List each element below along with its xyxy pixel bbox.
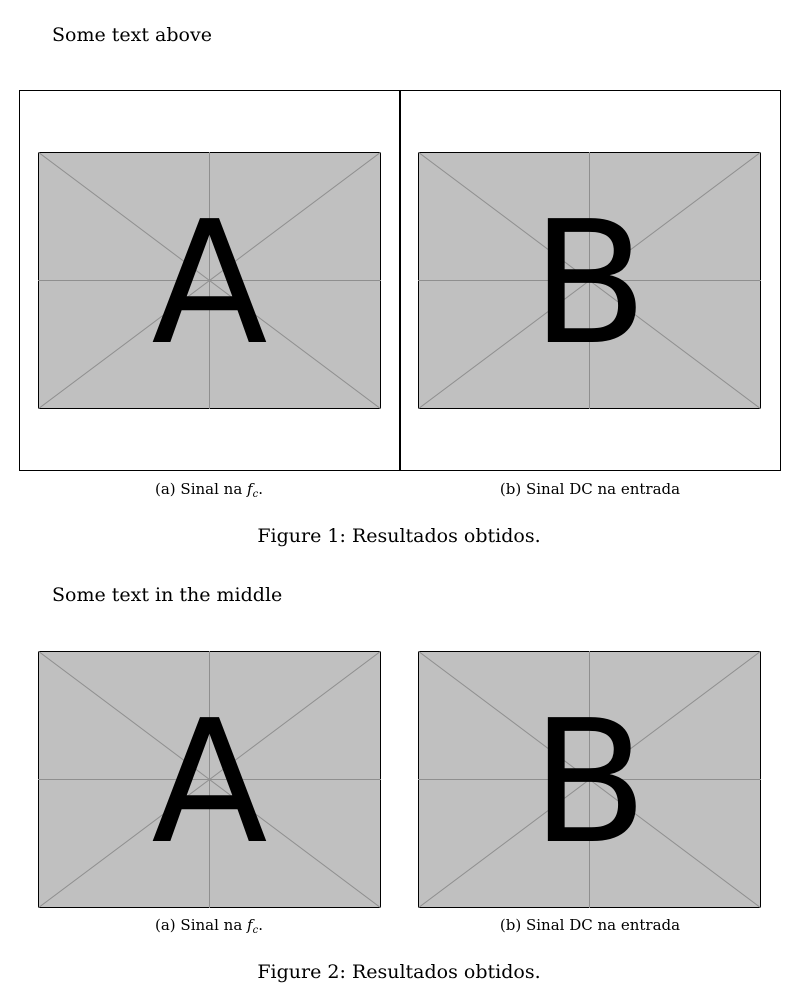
figure2-image-a-letter: A <box>151 684 268 882</box>
figure1-image-a <box>38 152 381 409</box>
figure1-image-b-letter: B <box>531 185 648 383</box>
figure2-image-b-letter: B <box>531 684 648 882</box>
figure2-image-a <box>38 651 381 908</box>
figure2-subcaption-b: (b) Sinal DC na entrada <box>499 916 681 934</box>
figure1-caption: Figure 1: Resultados obtidos. <box>257 525 541 547</box>
figure2-image-b <box>418 651 761 908</box>
figure1-image-a-letter: A <box>151 185 268 383</box>
figure1-subcaption-a: (a) Sinal na $f_c$. <box>155 480 263 500</box>
figure1-image-b <box>418 152 761 409</box>
figure2-subcaption-a: (a) Sinal na $f_c$. <box>155 916 263 936</box>
figure1-subcaption-b: (b) Sinal DC na entrada <box>499 480 681 498</box>
figure2-caption: Figure 2: Resultados obtidos. <box>257 961 541 983</box>
text-middle: Some text in the middle <box>52 584 283 606</box>
text-above: Some text above <box>52 24 212 46</box>
